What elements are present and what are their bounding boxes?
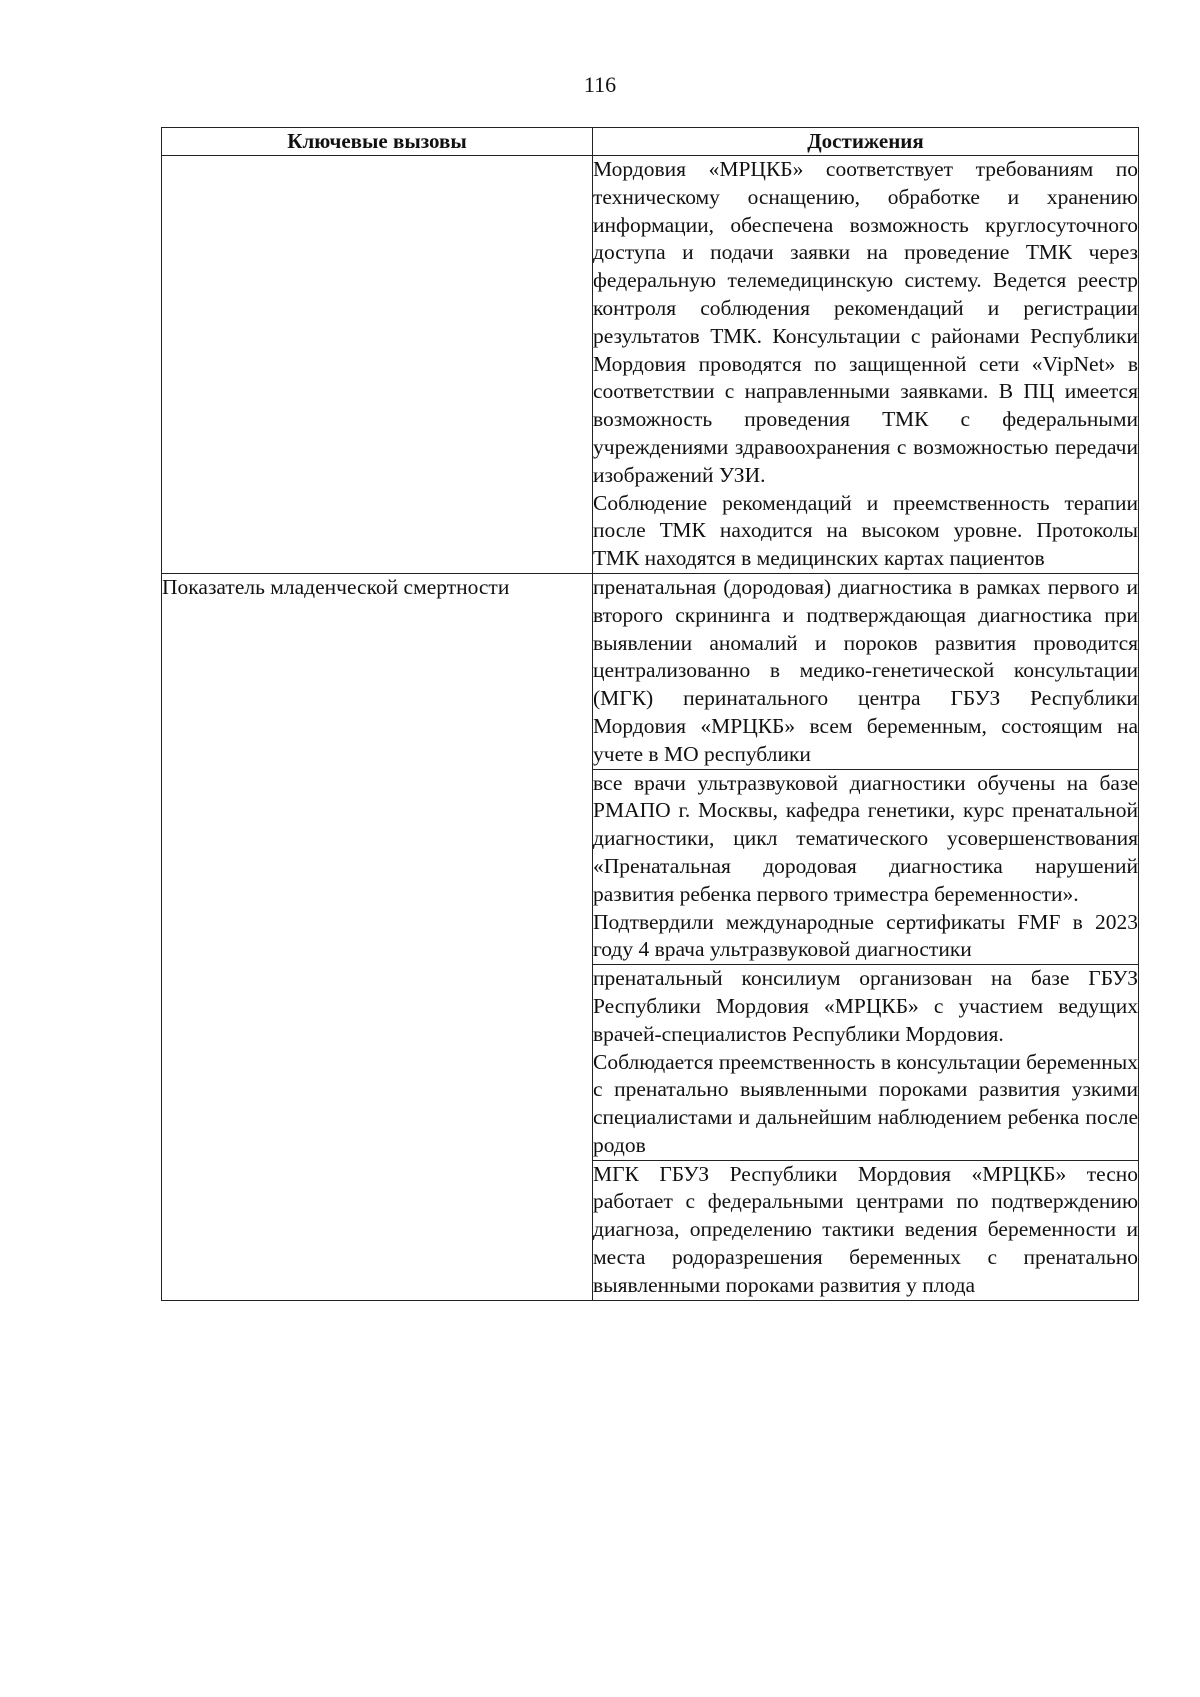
achievement-cell	[593, 573, 1139, 769]
achievement-cell	[593, 156, 1139, 574]
challenge-cell-blank	[162, 156, 593, 574]
achievement-paragraph: пренатальный консилиум организован на базе ГБУЗ Республики Мордовия «МРЦКБ» с участием ведущих врачей-специалистов Республики Мордовия.	[593, 966, 1138, 1046]
achievement-cell	[593, 965, 1139, 1161]
table-row	[162, 156, 1139, 574]
achievement-paragraph: Подтвердили международные сертификаты FMF в 2023 году 4 врача ультразвуковой диагностики	[593, 909, 1138, 962]
table-row	[162, 573, 1139, 769]
achievement-paragraph: Мордовия «МРЦКБ» соответствует требованиям по техническому оснащению, обработке и хранению информации, обеспечена возможность круглосуточного доступа и подачи заявки на проведение ТМК через федеральную телемедицинскую систему. Ведется реестр контроля соблюдения рекомендаций и регистрации результатов ТМК. Консультации с районами Республики Мордовия проводятся по защищенной сети «VipNet» в соответствии с направленными заявками. В ПЦ имеется возможность проведения ТМК с федеральными учреждениями здравоохранения с возможностью передачи изображений УЗИ.	[593, 157, 1138, 487]
header-challenges: Ключевые вызовы	[162, 128, 593, 156]
header-achievements: Достижения	[593, 128, 1139, 156]
achievement-cell	[593, 1160, 1139, 1300]
challenge-cell: Показатель младенческой смертности	[162, 573, 593, 1300]
challenges-achievements-table	[161, 127, 1139, 1301]
page-number: 116	[583, 72, 617, 97]
table-header-row	[162, 128, 1139, 156]
achievement-paragraph: МГК ГБУЗ Республики Мордовия «МРЦКБ» тесно работает с федеральными центрами по подтверждению диагноза, определению тактики ведения беременности и места родоразрешения беременных с пренатально выявленными пороками развития у плода	[593, 1161, 1138, 1297]
achievement-paragraph: Соблюдается преемственность в консультации беременных с пренатально выявленными пороками развития узкими специалистами и дальнейшим наблюдением ребенка после родов	[593, 1049, 1138, 1157]
achievement-cell	[593, 769, 1139, 965]
achievement-paragraph: Соблюдение рекомендаций и преемственность терапии после ТМК находится на высоком уровне. Протоколы ТМК находятся в медицинских картах пациентов	[593, 490, 1138, 571]
achievement-paragraph: пренатальная (дородовая) диагностика в рамках первого и второго скрининга и подтверждающая диагностика при выявлении аномалий и пороков развития проводится централизованно в медико-генетической консультации (МГК) перинатального центра ГБУЗ Республики Мордовия «МРЦКБ» всем беременным, состоящим на учете в МО республики	[593, 574, 1138, 766]
achievement-paragraph: все врачи ультразвуковой диагностики обучены на базе РМАПО г. Москвы, кафедра генетики, курс пренатальной диагностики, цикл тематического усовершенствования «Пренатальная дородовая диагностика нарушений развития ребенка первого триместра беременности».	[593, 770, 1138, 906]
